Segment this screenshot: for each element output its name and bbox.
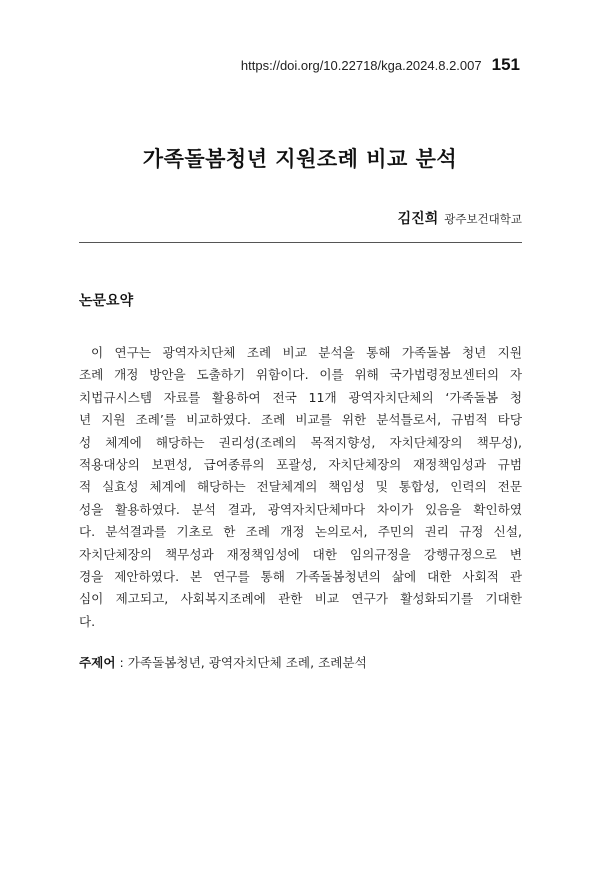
abstract-line: 이 연구는 광역자치단체 조례 비교 분석을 통해 가족돌봄 청년 지원 <box>91 345 522 360</box>
abstract-line: 조례 개정 방안을 도출하기 위함이다. 이를 위해 국가법령정보센터의 자 <box>79 367 522 383</box>
abstract-heading: 논문요약 <box>79 293 134 309</box>
author-line <box>0 208 522 228</box>
keywords-separator: : <box>115 655 128 670</box>
abstract-line: 경을 제안하였다. 본 연구를 통해 가족돌봄청년의 삶에 대한 사회적 관 <box>79 568 522 584</box>
paper-title: 가족돌봄청년 지원조례 비교 분석 <box>142 147 458 171</box>
abstract-line: 치법규시스템 자료를 활용하여 전국 11개 광역자치단체의 ‘가족돌봄 청 <box>79 389 522 405</box>
doi-link[interactable]: https://doi.org/10.22718/kga.2024.8.2.007 <box>240 58 482 73</box>
abstract-line: 다. <box>79 613 96 629</box>
abstract-line: 년 지원 조례’를 비교하였다. 조례 비교를 위한 분석틀로서, 규범적 타당 <box>79 412 522 428</box>
author-affiliation: 광주보건대학교 <box>444 212 522 226</box>
page-number: 151 <box>491 55 520 74</box>
header-divider <box>79 242 522 243</box>
abstract-line: 성 체계에 해당하는 권리성(조례의 목적지향성, 자치단체장의 책무성), <box>79 434 522 450</box>
keywords-label: 주제어 <box>79 655 116 670</box>
abstract-line: 심이 제고되고, 사회복지조례에 관한 비교 연구가 활성화되기를 기대한 <box>79 591 522 607</box>
abstract-body <box>79 342 522 633</box>
abstract-line: 자치단체장의 책무성과 재정책임성에 대한 임의규정을 강행규정으로 변 <box>79 546 522 562</box>
abstract-line: 다. 분석결과를 기초로 한 조례 개정 논의로서, 주민의 권리 규정 신설, <box>79 524 522 540</box>
keywords-text: 가족돌봄청년, 광역자치단체 조례, 조례분석 <box>127 655 367 670</box>
abstract-line: 성을 활용하였다. 분석 결과, 광역자치단체마다 차이가 있음을 확인하였 <box>79 501 522 517</box>
abstract-line: 적용대상의 보편성, 급여종류의 포괄성, 자치단체장의 재정책임성과 규범 <box>79 456 522 472</box>
keywords <box>79 652 522 671</box>
author-name: 김진희 <box>397 211 439 227</box>
running-header <box>0 55 520 75</box>
abstract-line: 적 실효성 체계에 해당하는 전달체계의 책임성 및 통합성, 인력의 전문 <box>79 479 522 495</box>
